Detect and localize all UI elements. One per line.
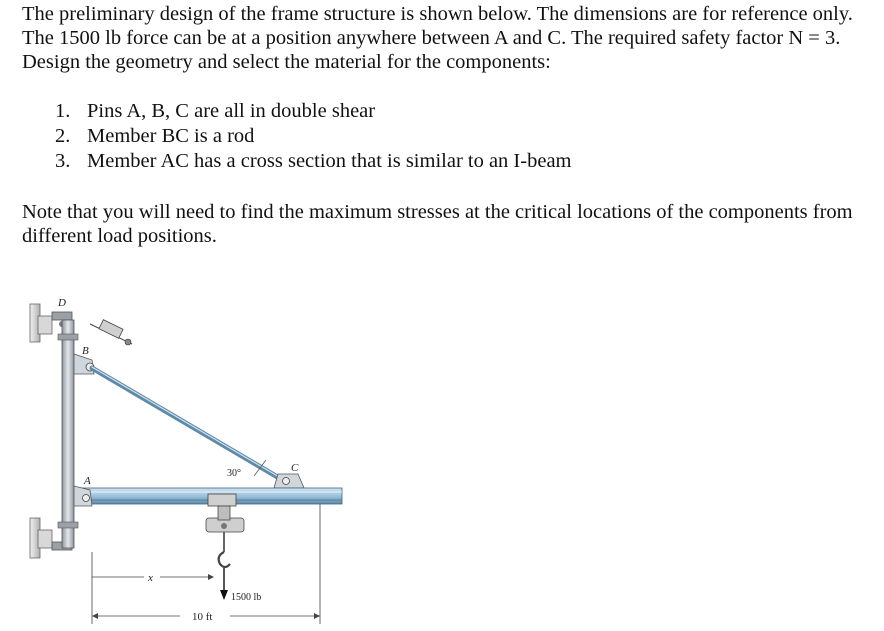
load-arrow: [220, 568, 228, 600]
requirement-item: [55, 149, 571, 174]
requirement-text: Pins A, B, C are all in double shear: [87, 100, 376, 122]
requirement-text: Member AC has a cross section that is similar to an I-beam: [87, 150, 572, 172]
turnbuckle: [90, 320, 132, 345]
label-d: D: [58, 297, 66, 309]
problem-note: Note that you will need to find the maximum stresses at the critical locations of the components from different load positions.: [22, 201, 853, 247]
rod-bc: [92, 368, 286, 482]
frame-diagram: [20, 290, 360, 626]
requirement-number: 3.: [55, 150, 71, 172]
pin-c-bracket: [274, 474, 304, 488]
span-label: 10 ft: [192, 611, 213, 623]
angle-label: 30°: [227, 468, 241, 479]
requirement-text: Member BC is a rod: [87, 125, 255, 147]
requirement-item: [55, 99, 571, 124]
hook: [219, 532, 230, 567]
label-x: x: [148, 572, 153, 584]
vertical-column: [62, 320, 74, 548]
requirement-number: 2.: [55, 125, 71, 147]
load-label: 1500 lb: [231, 592, 262, 603]
problem-intro: The preliminary design of the frame structure is shown below. The dimensions are for reference only. The 1500 lb force can be at a position anywhere between A and C. The required safety factor N = 3. Design the geometry and select the material for the components:: [22, 3, 853, 73]
label-a: A: [84, 475, 91, 487]
frame-diagram-svg: [20, 290, 360, 626]
requirements-list: [55, 99, 571, 174]
requirement-number: 1.: [55, 100, 71, 122]
requirement-item: [55, 124, 571, 149]
label-b: B: [82, 345, 89, 357]
label-c: C: [291, 462, 299, 474]
pin-b-bracket: [74, 354, 94, 374]
